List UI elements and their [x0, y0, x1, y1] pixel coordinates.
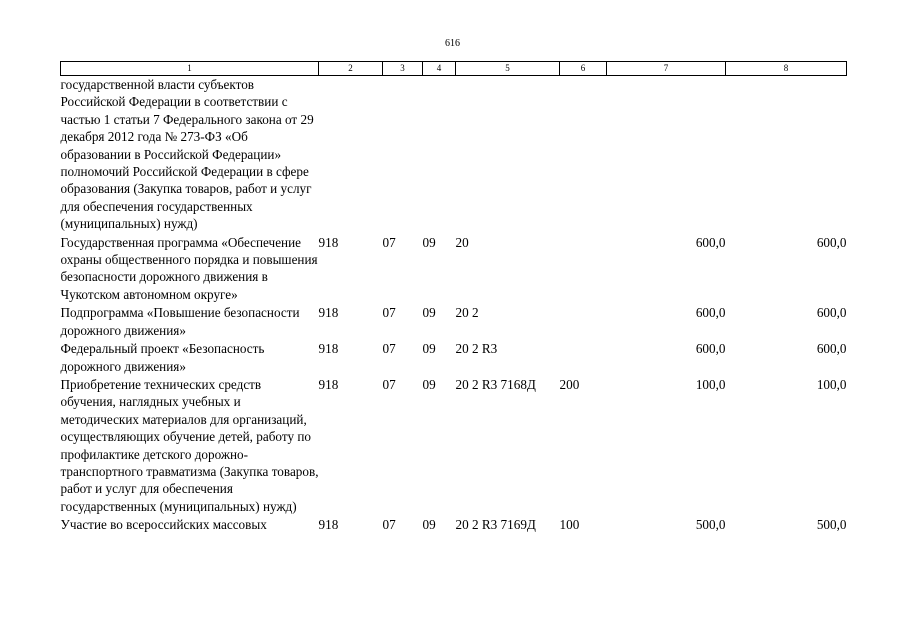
- row-subsection: 09: [422, 376, 436, 392]
- row-sum2: 500,0: [816, 517, 847, 533]
- row-subsection: 09: [422, 341, 436, 357]
- row-ministry: 918: [318, 234, 339, 250]
- row-section: 07: [382, 341, 396, 357]
- row-section: [383, 76, 423, 233]
- row-expense-type: [560, 76, 607, 233]
- header-row: [61, 62, 847, 76]
- row-sum1: 100,0: [695, 376, 726, 392]
- row-sum2: [726, 76, 847, 233]
- row-ministry: 918: [318, 376, 339, 392]
- row-name: государственной власти субъектов Российской Федерации в соответствии с частью 1 статьи 7 Федерального закона от 29 декабря 2012 года № 273-ФЗ «Об образовании в Российской Федерации» полномочий Российской Федерации в сфере образования (Закупка товаров, работ и услуг для обеспечения государственных (муниципальных) нужд): [60, 77, 314, 232]
- row-expense-type: [560, 339, 607, 375]
- table-row: [61, 303, 847, 339]
- header-col-8: 8: [726, 62, 847, 76]
- header-col-6: 6: [560, 62, 607, 76]
- row-expense-type: [560, 233, 607, 304]
- table-row: [61, 339, 847, 375]
- row-sum2: 600,0: [816, 305, 847, 321]
- row-subsection: 09: [422, 234, 436, 250]
- table-row: [61, 515, 847, 533]
- row-name: Приобретение технических средств обучения, наглядных учебных и методических материалов для организаций, осуществляющих обучение детей, работу по профилактике детского дорожно-транспортного травматизма (Закупка товаров, работ и услуг для обеспечения государственных (муниципальных) нужд): [60, 376, 319, 514]
- row-ministry: 918: [318, 305, 339, 321]
- row-sum1: 500,0: [695, 517, 726, 533]
- row-section: 07: [382, 376, 396, 392]
- row-ministry: [319, 76, 383, 233]
- page-number: 616: [445, 38, 460, 49]
- header-col-1: 1: [61, 62, 319, 76]
- row-name: Федеральный проект «Безопасность дорожного движения»: [60, 341, 265, 374]
- row-sum1: 600,0: [695, 305, 726, 321]
- header-col-5: 5: [456, 62, 560, 76]
- row-section: 07: [382, 234, 396, 250]
- row-ministry: 918: [318, 517, 339, 533]
- row-sum2: 100,0: [816, 376, 847, 392]
- row-subsection: 09: [422, 517, 436, 533]
- row-section: 07: [382, 305, 396, 321]
- row-name: Подпрограмма «Повышение безопасности дорожного движения»: [60, 305, 300, 338]
- row-expense-type: [560, 303, 607, 339]
- row-sum1: [607, 76, 726, 233]
- row-target: 20: [455, 234, 469, 250]
- row-name: Участие во всероссийских массовых: [60, 517, 267, 533]
- row-ministry: 918: [318, 341, 339, 357]
- row-name: Государственная программа «Обеспечение охраны общественного порядка и повышения безопасности дорожного движения в Чукотском автономном округе»: [60, 234, 318, 302]
- row-target: 20 2 R3 7168Д: [455, 376, 536, 392]
- header-col-2: 2: [319, 62, 383, 76]
- row-sum2: 600,0: [816, 234, 847, 250]
- row-target: [456, 76, 560, 233]
- header-col-4: 4: [423, 62, 456, 76]
- table-row: [61, 233, 847, 304]
- row-subsection: 09: [422, 305, 436, 321]
- row-expense-type: 200: [559, 376, 580, 392]
- row-section: 07: [382, 517, 396, 533]
- table-row: [61, 375, 847, 515]
- table-row: [61, 76, 847, 233]
- row-sum1: 600,0: [695, 341, 726, 357]
- row-target: 20 2: [455, 305, 479, 321]
- budget-table: [60, 61, 847, 534]
- row-sum2: 600,0: [816, 341, 847, 357]
- row-sum1: 600,0: [695, 234, 726, 250]
- header-col-7: 7: [607, 62, 726, 76]
- row-subsection: [423, 76, 456, 233]
- row-target: 20 2 R3 7169Д: [455, 517, 536, 533]
- row-expense-type: 100: [559, 517, 580, 533]
- header-col-3: 3: [383, 62, 423, 76]
- row-target: 20 2 R3: [455, 341, 498, 357]
